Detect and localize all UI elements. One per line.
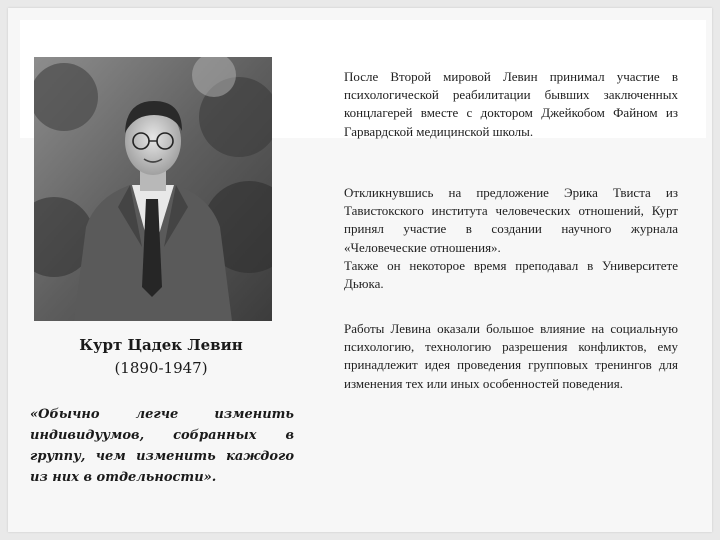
portrait-photo: [34, 57, 272, 321]
paragraph-journal-text: Откликнувшись на предложение Эрика Твиста из Тавистокского института человеческих отношений, Курт принял участие в создании научного журнала «Человеческие отношения».: [344, 185, 678, 255]
paragraph-influence: [344, 320, 678, 393]
paragraph-duke-text: Также он некоторое время преподавал в Университете Дьюка.: [344, 257, 678, 292]
person-name: Курт Цадек Левин: [79, 336, 243, 354]
portrait-photo-graphic: [34, 57, 272, 321]
slide: [8, 8, 712, 532]
person-years: (1890-1947): [114, 359, 208, 377]
paragraph-journal: [344, 184, 678, 293]
paragraph-influence-text: Работы Левина оказали большое влияние на социальную психологию, технологию разрешения конфликтов, ему принадлежит идея проведения групповых тренингов для изменения тех или иных особенностей поведения.: [344, 321, 678, 391]
paragraph-postwar-text: После Второй мировой Левин принимал участие в психологической реабилитации бывших заключенных концлагерей вместе с доктором Джейкобом Файном из Гарвардской медицинской школы.: [344, 69, 678, 139]
paragraph-postwar: [344, 68, 678, 141]
portrait-caption: [28, 330, 294, 488]
person-quote: «Обычно легче изменить индивидуумов, собранных в группу, чем изменить каждого из них в отдельности».: [30, 407, 294, 485]
